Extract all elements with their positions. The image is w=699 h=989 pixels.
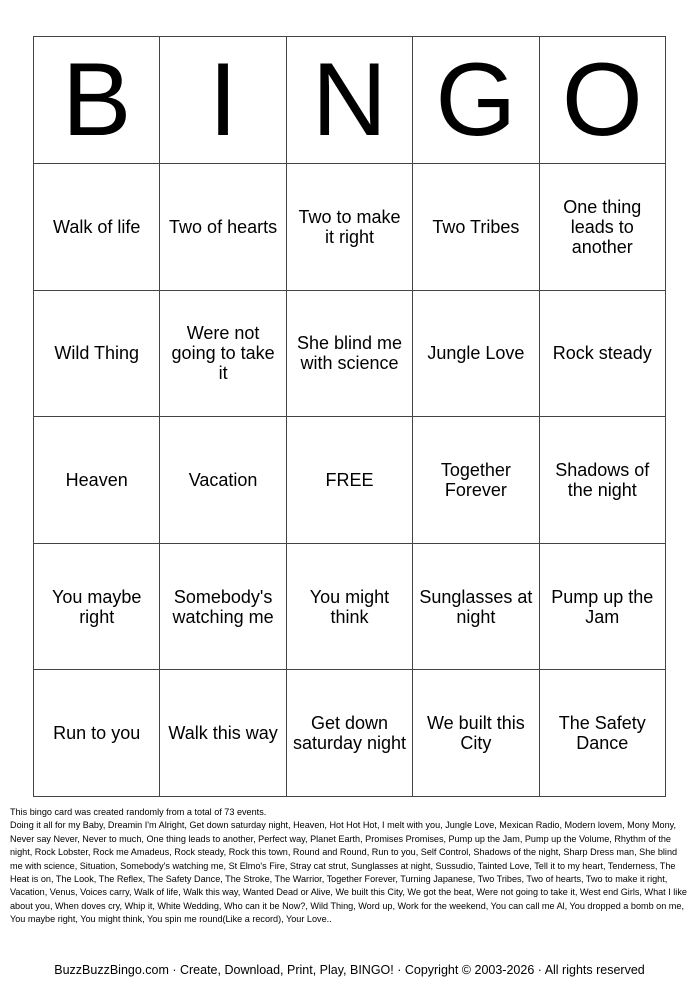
info-line: This bingo card was created randomly from a total of 73 events. [10, 807, 267, 817]
bingo-card [33, 36, 666, 797]
bingo-cell: Heaven [34, 417, 160, 544]
bingo-cell: Two of hearts [160, 164, 286, 291]
header-letter: B [34, 37, 160, 164]
bingo-cell: Get down saturday night [286, 670, 412, 797]
bingo-cell: Rock steady [539, 290, 665, 417]
bingo-cell: Sunglasses at night [413, 543, 539, 670]
events-list: Doing it all for my Baby, Dreamin I'm Alright, Get down saturday night, Heaven, Hot Hot Hot, I melt with you, Jungle Love, Mexican Radio, Modern lovem, Mony Mony, Never say Never, Never to much, One thing leads to another, Perfect way, Planet Earth, Promises Promises, Pump up the Jam, Pump up the Volume, Rhythm of the night, Rock Lobster, Rock me Amadeus, Rock steady, Rock this town, Round and Round, Run to you, Self Control, Shadows of the night, Sharp Dress man, She blind me with science, Situation, Somebody's watching me, St Elmo's Fire, Stray cat strut, Sunglasses at night, Sussudio, Tainted Love, Tell it to my heart, Tenderness, The Heat is on, The Look, The Reflex, The Safety Dance, The Stroke, The Warrior, Together Forever, Turning Japanese, Two Tribes, Two of hearts, Two to make it right, Vacation, Venus, Voices carry, Walk of life, Walk this way, Wanted Dead or Alive, We built this City, We got the beat, Were not going to take it, West end Girls, What I like about you, When doves cry, Whip it, White Wedding, Who can it be Now?, Wild Thing, Word up, Work for the weekend, You can call me Al, You dropped a bomb on me, You maybe right, You might think, You spin me round(Like a record), Your Love.. [10, 820, 687, 925]
header-letter: G [413, 37, 539, 164]
bingo-header-row [34, 37, 666, 164]
bingo-row [34, 164, 666, 291]
bingo-cell: Wild Thing [34, 290, 160, 417]
bingo-cell: Jungle Love [413, 290, 539, 417]
header-letter: N [286, 37, 412, 164]
bingo-cell: Vacation [160, 417, 286, 544]
bingo-row [34, 290, 666, 417]
bingo-cell: The Safety Dance [539, 670, 665, 797]
header-letter: O [539, 37, 665, 164]
card-info [10, 806, 689, 927]
bingo-cell: Two to make it right [286, 164, 412, 291]
bingo-cell: Run to you [34, 670, 160, 797]
bingo-cell: One thing leads to another [539, 164, 665, 291]
free-space-cell: FREE [286, 417, 412, 544]
bingo-row [34, 670, 666, 797]
bingo-cell: Were not going to take it [160, 290, 286, 417]
header-letter: I [160, 37, 286, 164]
bingo-cell: She blind me with science [286, 290, 412, 417]
bingo-row [34, 417, 666, 544]
bingo-cell: Pump up the Jam [539, 543, 665, 670]
bingo-cell: Shadows of the night [539, 417, 665, 544]
bingo-cell: Together Forever [413, 417, 539, 544]
bingo-cell: Two Tribes [413, 164, 539, 291]
bingo-cell: Walk of life [34, 164, 160, 291]
bingo-cell: We built this City [413, 670, 539, 797]
bingo-cell: Somebody's watching me [160, 543, 286, 670]
bingo-cell: You might think [286, 543, 412, 670]
bingo-cell: You maybe right [34, 543, 160, 670]
bingo-row [34, 543, 666, 670]
footer: BuzzBuzzBingo.com · Create, Download, Print, Play, BINGO! · Copyright © 2003-2026 · All rights reserved [54, 963, 645, 977]
bingo-cell: Walk this way [160, 670, 286, 797]
